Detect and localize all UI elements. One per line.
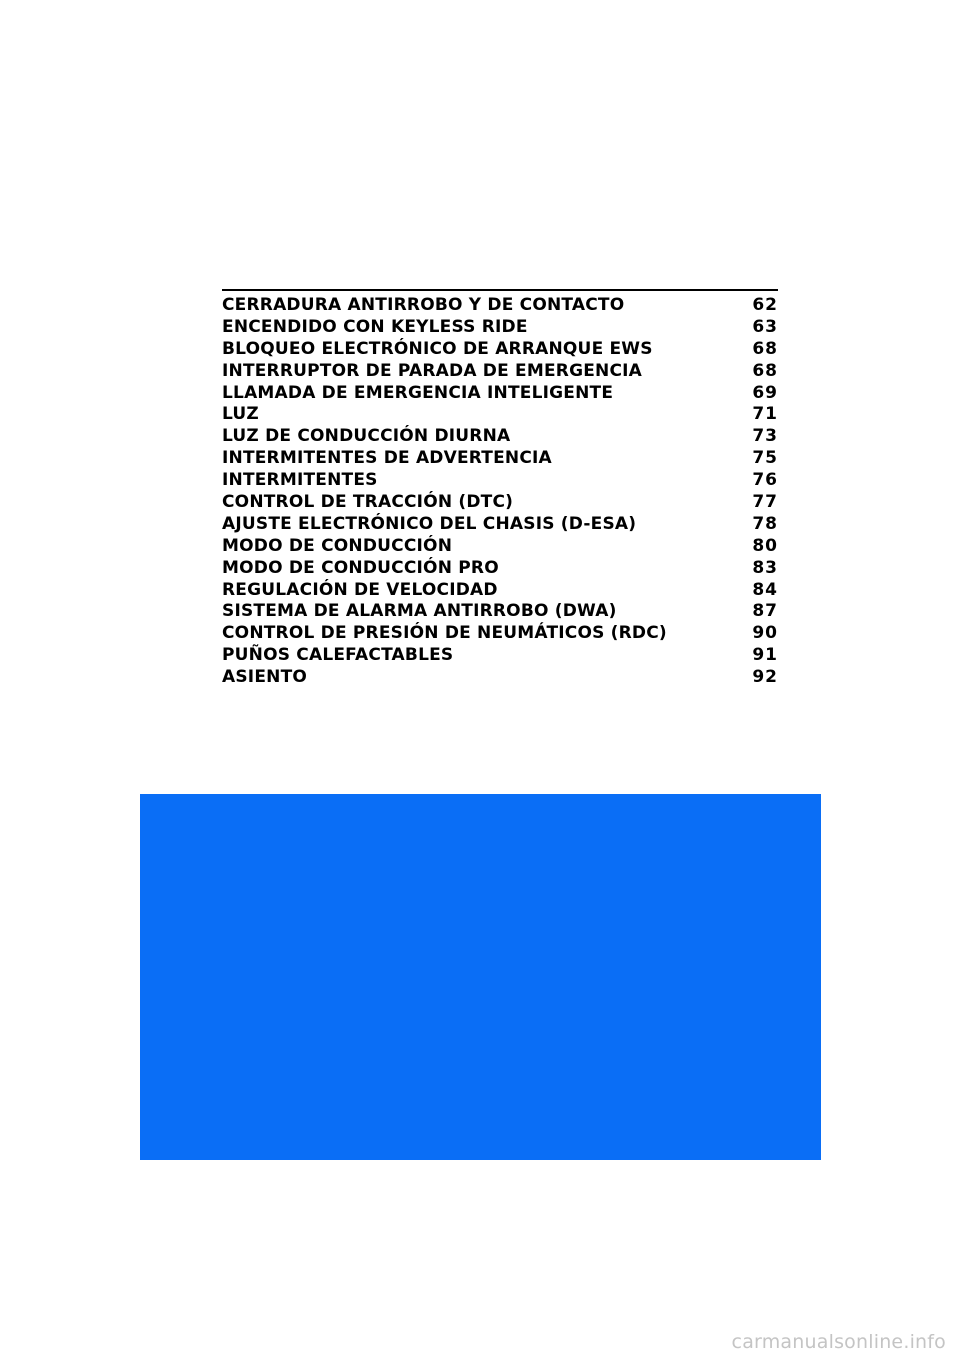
toc-entry-title: CONTROL DE PRESIÓN DE NEUMÁTICOS (RDC) (222, 623, 667, 644)
toc-entry-page: 83 (752, 557, 778, 578)
toc-entry-page: 78 (752, 513, 778, 534)
toc-entry-title: INTERMITENTES DE ADVERTENCIA (222, 448, 552, 469)
toc-entry-title: INTERMITENTES (222, 470, 378, 491)
toc-entry-page: 62 (752, 295, 778, 315)
toc-entry-page: 68 (752, 360, 778, 381)
toc-entry[interactable] (222, 623, 778, 645)
toc-entry[interactable] (222, 295, 778, 317)
toc-entry[interactable] (222, 558, 778, 580)
toc-entry[interactable] (222, 645, 778, 667)
toc-entry-page: 68 (752, 338, 778, 359)
toc-entry-title: LUZ DE CONDUCCIÓN DIURNA (222, 426, 511, 447)
toc-entry-page: 63 (752, 316, 778, 337)
toc-entry[interactable] (222, 426, 778, 448)
toc-entry-title: MODO DE CONDUCCIÓN (222, 535, 453, 556)
toc-entry-page: 80 (752, 535, 778, 556)
toc-entry[interactable] (222, 361, 778, 383)
toc-entry-title: ENCENDIDO CON KEYLESS RIDE (222, 316, 528, 337)
toc-entry[interactable] (222, 404, 778, 426)
toc-entry-page: 75 (752, 448, 778, 469)
toc-entry[interactable] (222, 492, 778, 514)
toc-entry[interactable] (222, 339, 778, 361)
toc-entry-title: MODO DE CONDUCCIÓN PRO (222, 557, 499, 578)
toc-entry-page: 69 (752, 382, 778, 403)
toc-entry-page: 73 (752, 426, 778, 447)
toc-entry[interactable] (222, 580, 778, 602)
toc-entry-title: INTERRUPTOR DE PARADA DE EMERGENCIA (222, 360, 643, 381)
toc-entry-page: 71 (752, 404, 778, 425)
toc-entry-title: PUÑOS CALEFACTABLES (222, 645, 454, 666)
toc-entry-page: 92 (752, 667, 778, 688)
toc-entry-title: REGULACIÓN DE VELOCIDAD (222, 579, 498, 600)
toc-entry-page: 76 (752, 470, 778, 491)
toc-entry-page: 87 (752, 601, 778, 622)
toc-entry[interactable] (222, 383, 778, 405)
toc-entry-page: 77 (752, 492, 778, 513)
toc-entry-title: ASIENTO (222, 667, 308, 688)
toc-entry-title: AJUSTE ELECTRÓNICO DEL CHASIS (D-ESA) (222, 513, 637, 534)
toc-entry-title: SISTEMA DE ALARMA ANTIRROBO (DWA) (222, 601, 617, 622)
blue-panel (140, 794, 821, 1160)
toc-entry-title: LUZ (222, 404, 259, 425)
toc-entry[interactable] (222, 317, 778, 339)
watermark-text: carmanualsonline.info (731, 1331, 946, 1353)
toc-entry-title: CONTROL DE TRACCIÓN (DTC) (222, 492, 514, 513)
toc-entry-page: 84 (752, 579, 778, 600)
toc-entry-title: LLAMADA DE EMERGENCIA INTELIGENTE (222, 382, 614, 403)
toc-entry[interactable] (222, 536, 778, 558)
toc-entry-page: 91 (752, 645, 778, 666)
toc-entry-title: CERRADURA ANTIRROBO Y DE CONTACTO (222, 295, 625, 315)
toc-entry[interactable] (222, 601, 778, 623)
toc-entry-title: BLOQUEO ELECTRÓNICO DE ARRANQUE EWS (222, 338, 653, 359)
toc-entry-page: 90 (752, 623, 778, 644)
toc-entry[interactable] (222, 667, 778, 689)
table-of-contents (222, 289, 778, 689)
toc-entry[interactable] (222, 448, 778, 470)
toc-entry[interactable] (222, 514, 778, 536)
toc-entry[interactable] (222, 470, 778, 492)
